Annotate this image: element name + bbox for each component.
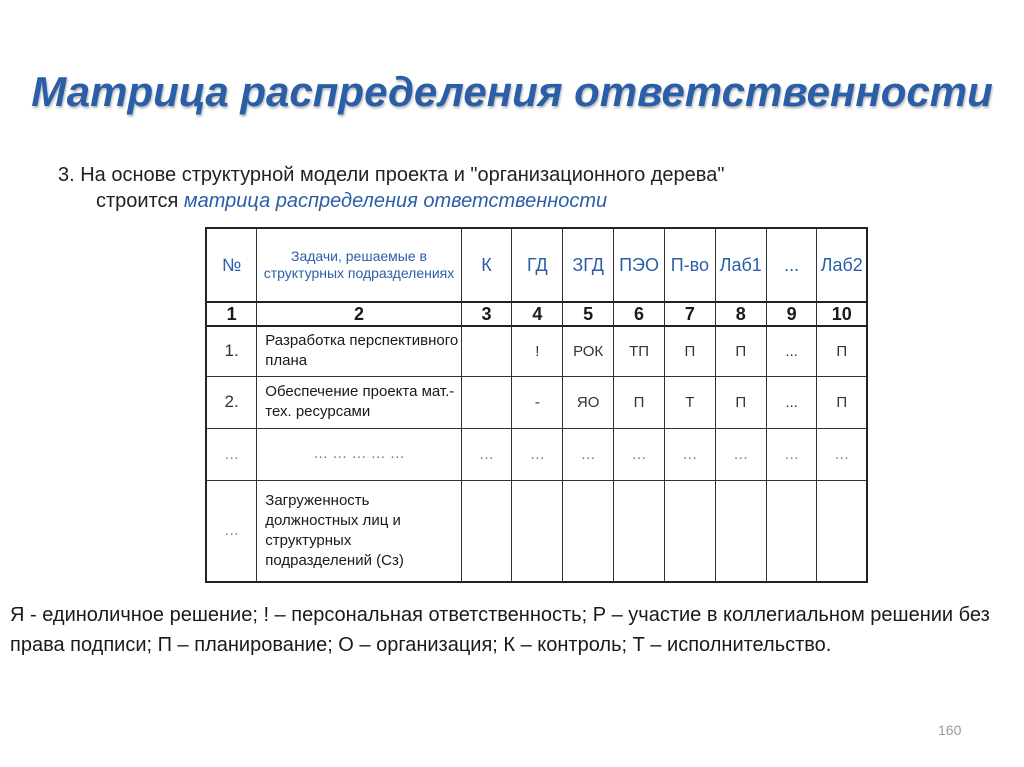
row-number: …: [206, 480, 257, 582]
header-cell: ГД: [512, 228, 563, 302]
matrix-cell: …: [614, 428, 665, 480]
row-number: 2.: [206, 376, 257, 428]
header-cell: Лаб1: [715, 228, 766, 302]
matrix-cell: ЯО: [563, 376, 614, 428]
column-number: 1: [206, 302, 257, 326]
matrix-cell: …: [715, 428, 766, 480]
header-cell: К: [461, 228, 512, 302]
column-number: 2: [257, 302, 461, 326]
row-number: 1.: [206, 326, 257, 376]
matrix-cell: [512, 480, 563, 582]
matrix-cell: [461, 326, 512, 376]
column-number: 10: [817, 302, 867, 326]
matrix-cell: [563, 480, 614, 582]
header-cell: №: [206, 228, 257, 302]
header-cell: ...: [766, 228, 817, 302]
column-number: 4: [512, 302, 563, 326]
table-row: [206, 376, 867, 428]
matrix-cell: П: [817, 326, 867, 376]
page-number: 160: [938, 722, 962, 738]
matrix-cell: Т: [665, 376, 716, 428]
intro-highlight: матрица распределения ответственности: [183, 190, 608, 212]
row-number: …: [206, 428, 257, 480]
table-row: [206, 326, 867, 376]
matrix-cell: [715, 480, 766, 582]
header-row: [206, 228, 867, 302]
matrix-cell: [766, 480, 817, 582]
intro-text: [58, 162, 958, 214]
matrix-cell: П: [665, 326, 716, 376]
matrix-cell: ТП: [614, 326, 665, 376]
matrix-cell: …: [817, 428, 867, 480]
table-row: [206, 428, 867, 480]
column-number: 6: [614, 302, 665, 326]
header-cell: ПЭО: [614, 228, 665, 302]
row-task: Загруженность должностных лиц и структурных подразделений (Сз): [257, 480, 461, 582]
header-cell: ЗГД: [563, 228, 614, 302]
matrix-cell: …: [563, 428, 614, 480]
intro-line-1: 3. На основе структурной модели проекта и "организационного дерева": [58, 164, 725, 186]
intro-line-2-prefix: строится: [96, 190, 184, 212]
column-number: 7: [665, 302, 716, 326]
header-cell: П-во: [665, 228, 716, 302]
slide-title: Матрица распределения ответственности: [31, 68, 993, 115]
header-cell-tasks: Задачи, решаемые в структурных подразделениях: [257, 228, 461, 302]
matrix-cell: …: [461, 428, 512, 480]
matrix-cell: РОК: [563, 326, 614, 376]
responsibility-matrix-table: [205, 227, 868, 583]
matrix-cell: …: [665, 428, 716, 480]
legend-text: Я - единоличное решение; ! – персональная ответственность; Р – участие в коллегиальном решении без права подписи; П – планирование; О – организация; К – контроль; Т – исполнительство.: [10, 604, 990, 656]
intro-line-2: [58, 188, 958, 214]
matrix-cell: П: [614, 376, 665, 428]
matrix-cell: [614, 480, 665, 582]
matrix-cell: [461, 376, 512, 428]
column-number: 8: [715, 302, 766, 326]
matrix-cell: [665, 480, 716, 582]
table-row: [206, 480, 867, 582]
matrix-cell: !: [512, 326, 563, 376]
row-task: Обеспечение проекта мат.-тех. ресурсами: [257, 376, 461, 428]
matrix-cell: ...: [766, 376, 817, 428]
column-number-row: [206, 302, 867, 326]
matrix-cell: П: [715, 326, 766, 376]
matrix-cell: …: [512, 428, 563, 480]
matrix-cell: П: [817, 376, 867, 428]
column-number: 5: [563, 302, 614, 326]
matrix-cell: ...: [766, 326, 817, 376]
matrix-cell: П: [715, 376, 766, 428]
matrix-cell: [461, 480, 512, 582]
column-number: 3: [461, 302, 512, 326]
row-task: … … … … …: [257, 428, 461, 480]
matrix-cell: -: [512, 376, 563, 428]
column-number: 9: [766, 302, 817, 326]
matrix-cell: …: [766, 428, 817, 480]
matrix-cell: [817, 480, 867, 582]
header-cell: Лаб2: [817, 228, 867, 302]
row-task: Разработка перспективного плана: [257, 326, 461, 376]
